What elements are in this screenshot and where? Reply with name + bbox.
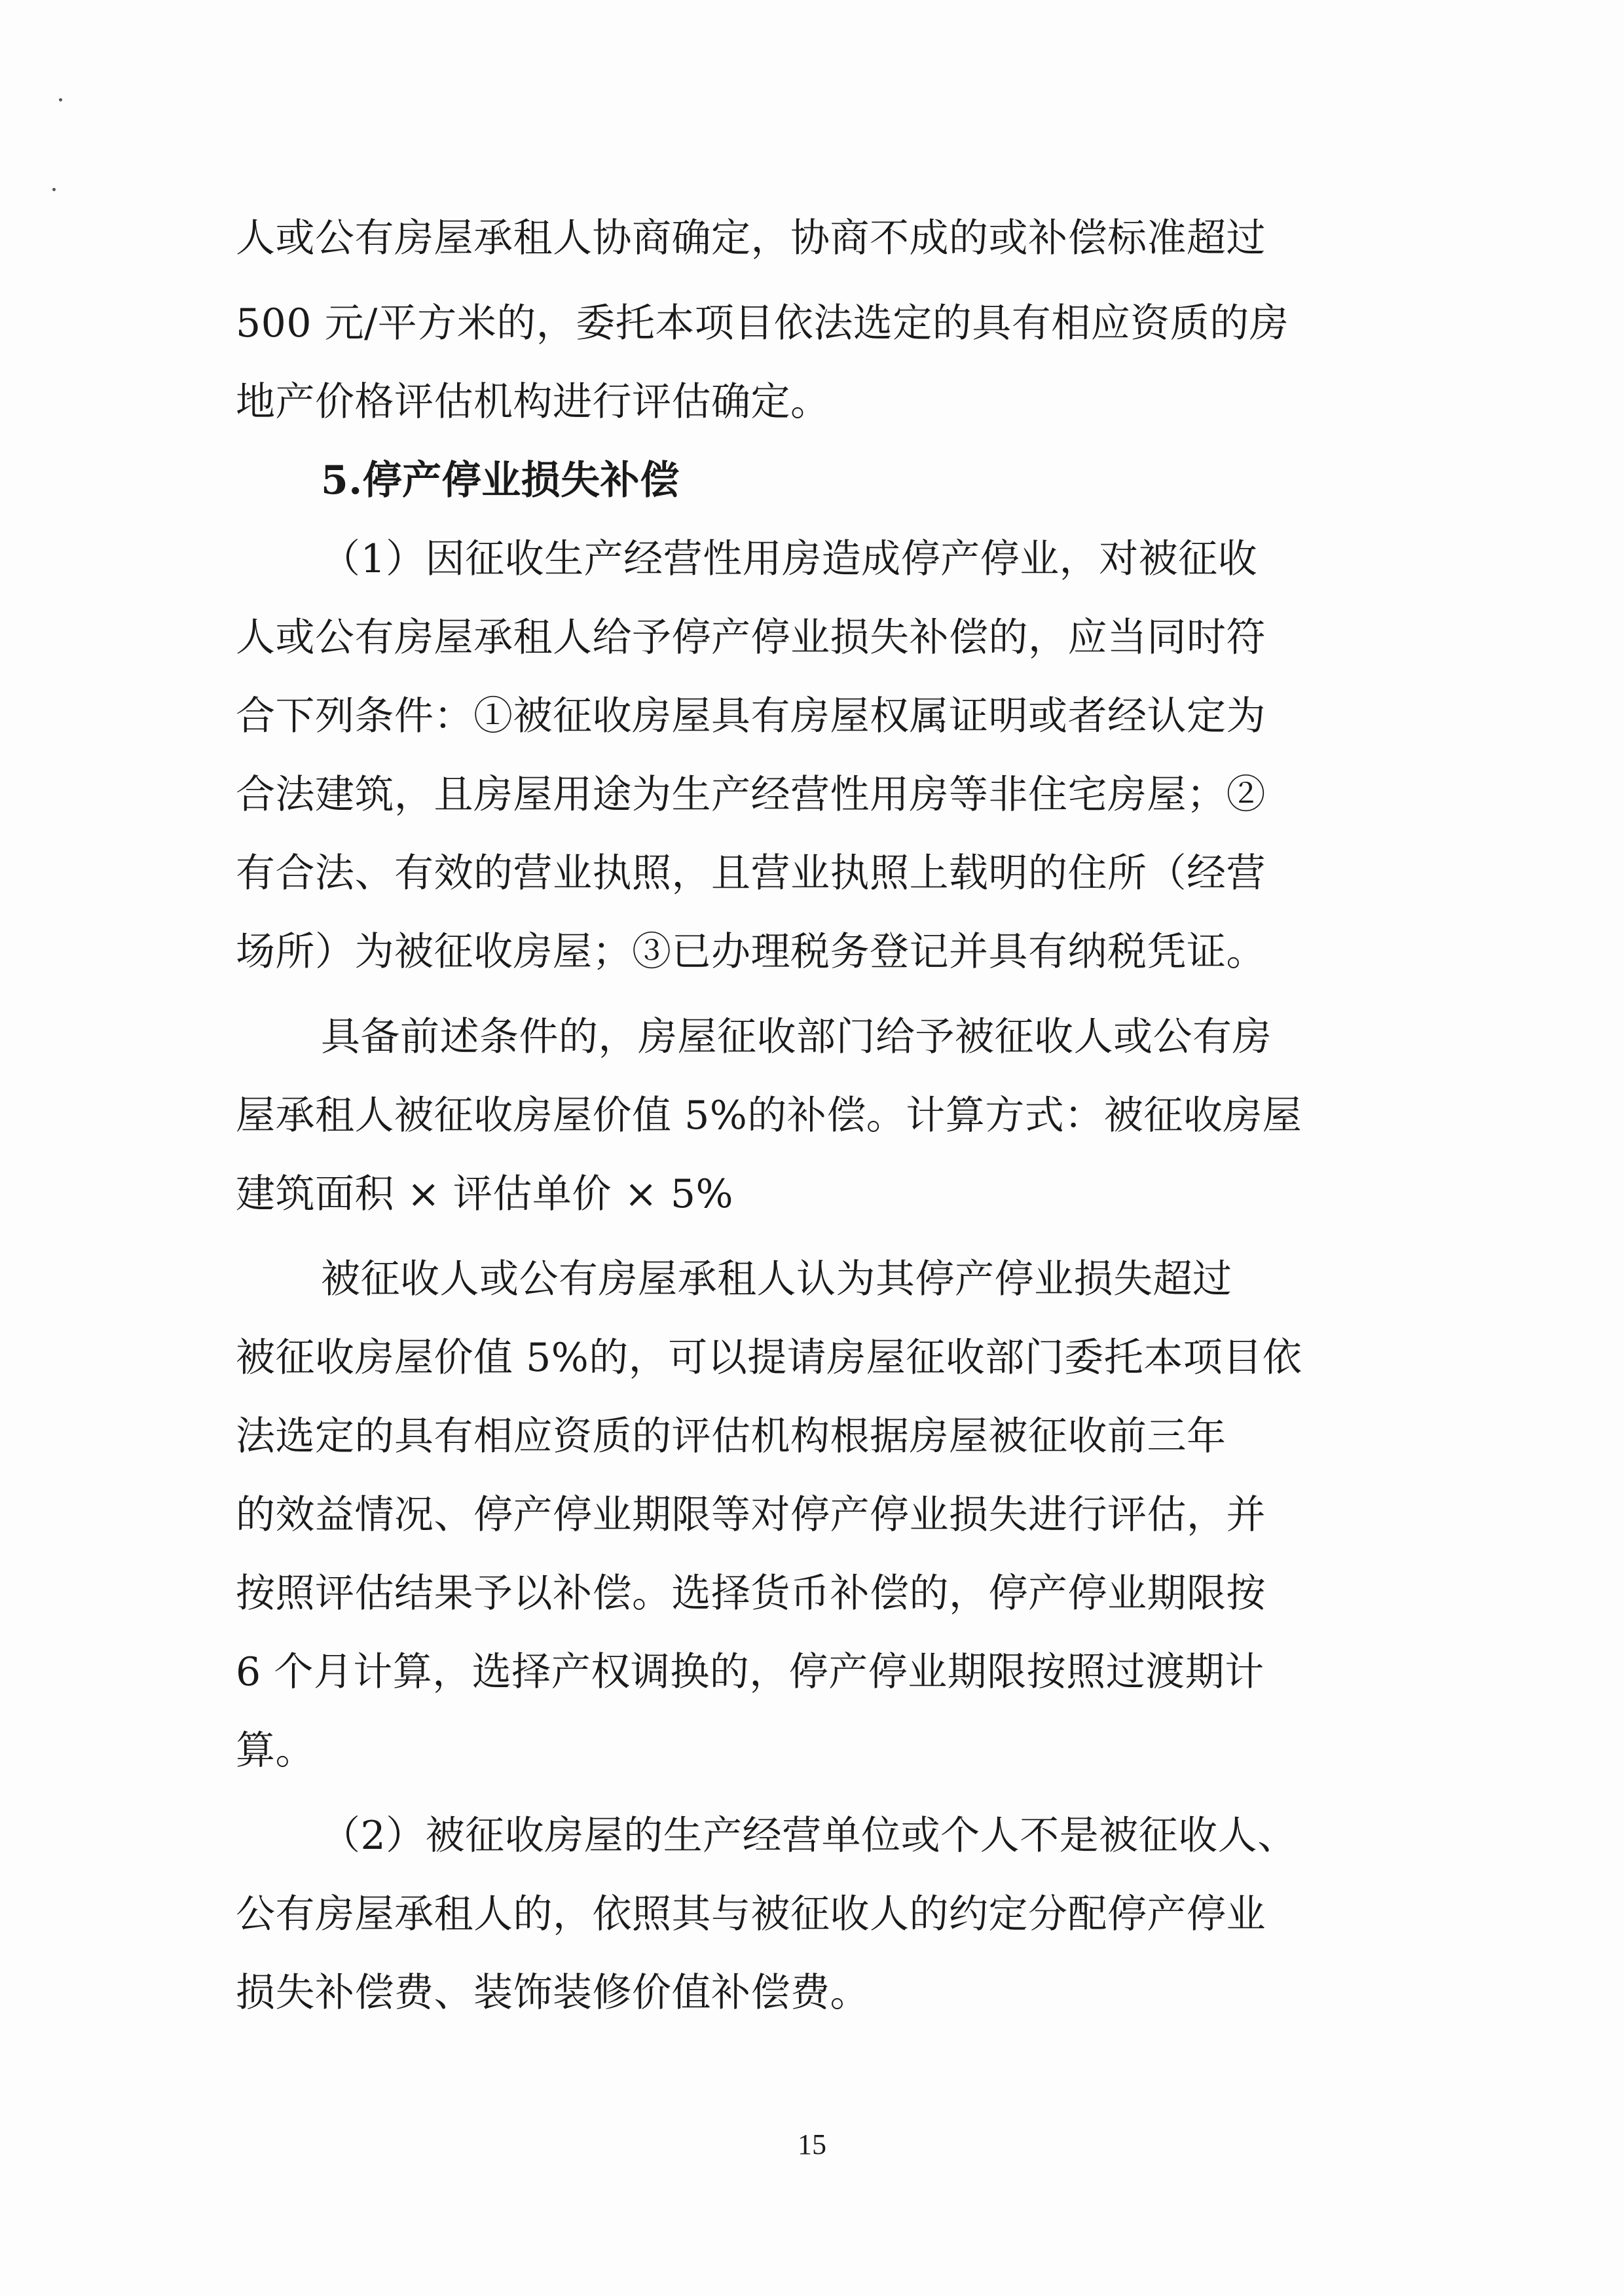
- body-line: 合下列条件：①被征收房屋具有房屋权属证明或者经认定为: [236, 693, 1266, 739]
- body-line: 被征收房屋价值 5%的，可以提请房屋征收部门委托本项目依: [236, 1335, 1302, 1381]
- body-line: 场所）为被征收房屋；③已办理税务登记并具有纳税凭证。: [236, 929, 1266, 975]
- section-heading: 5.停产停业损失补偿: [321, 458, 680, 503]
- body-line: 公有房屋承租人的，依照其与被征收人的约定分配停产停业: [236, 1891, 1266, 1937]
- body-line: 合法建筑，且房屋用途为生产经营性用房等非住宅房屋；②: [236, 772, 1266, 818]
- body-line: 人或公有房屋承租人给予停产停业损失补偿的，应当同时符: [236, 615, 1266, 661]
- scan-artifact-dot: [52, 188, 56, 191]
- body-line: 500 元/平方米的，委托本项目依法选定的具有相应资质的房: [236, 301, 1289, 346]
- body-line: 被征收人或公有房屋承租人认为其停产停业损失超过: [321, 1256, 1232, 1302]
- body-line: （2）被征收房屋的生产经营单位或个人不是被征收人、: [321, 1813, 1297, 1859]
- body-line: 具备前述条件的，房屋征收部门给予被征收人或公有房: [321, 1014, 1272, 1060]
- body-line: 屋承租人被征收房屋价值 5%的补偿。计算方式：被征收房屋: [236, 1093, 1302, 1139]
- body-line: 按照评估结果予以补偿。选择货币补偿的，停产停业期限按: [236, 1571, 1266, 1616]
- body-line: 人或公有房屋承租人协商确定，协商不成的或补偿标准超过: [236, 215, 1266, 261]
- body-line: 6 个月计算，选择产权调换的，停产停业期限按照过渡期计: [236, 1649, 1264, 1695]
- body-line: 的效益情况、停产停业期限等对停产停业损失进行评估，并: [236, 1492, 1266, 1538]
- body-line: 有合法、有效的营业执照，且营业执照上载明的住所（经营: [236, 850, 1266, 896]
- body-line: 建筑面积 × 评估单价 × 5%: [236, 1171, 734, 1217]
- page-number: 15: [798, 2128, 826, 2160]
- body-line: （1）因征收生产经营性用房造成停产停业，对被征收: [321, 536, 1258, 582]
- body-line: 损失补偿费、装饰装修价值补偿费。: [236, 1970, 870, 2016]
- body-line: 算。: [236, 1728, 315, 1774]
- body-line: 地产价格评估机构进行评估确定。: [236, 379, 830, 425]
- scan-artifact-dot: [59, 98, 62, 101]
- body-line: 法选定的具有相应资质的评估机构根据房屋被征收前三年: [236, 1413, 1227, 1459]
